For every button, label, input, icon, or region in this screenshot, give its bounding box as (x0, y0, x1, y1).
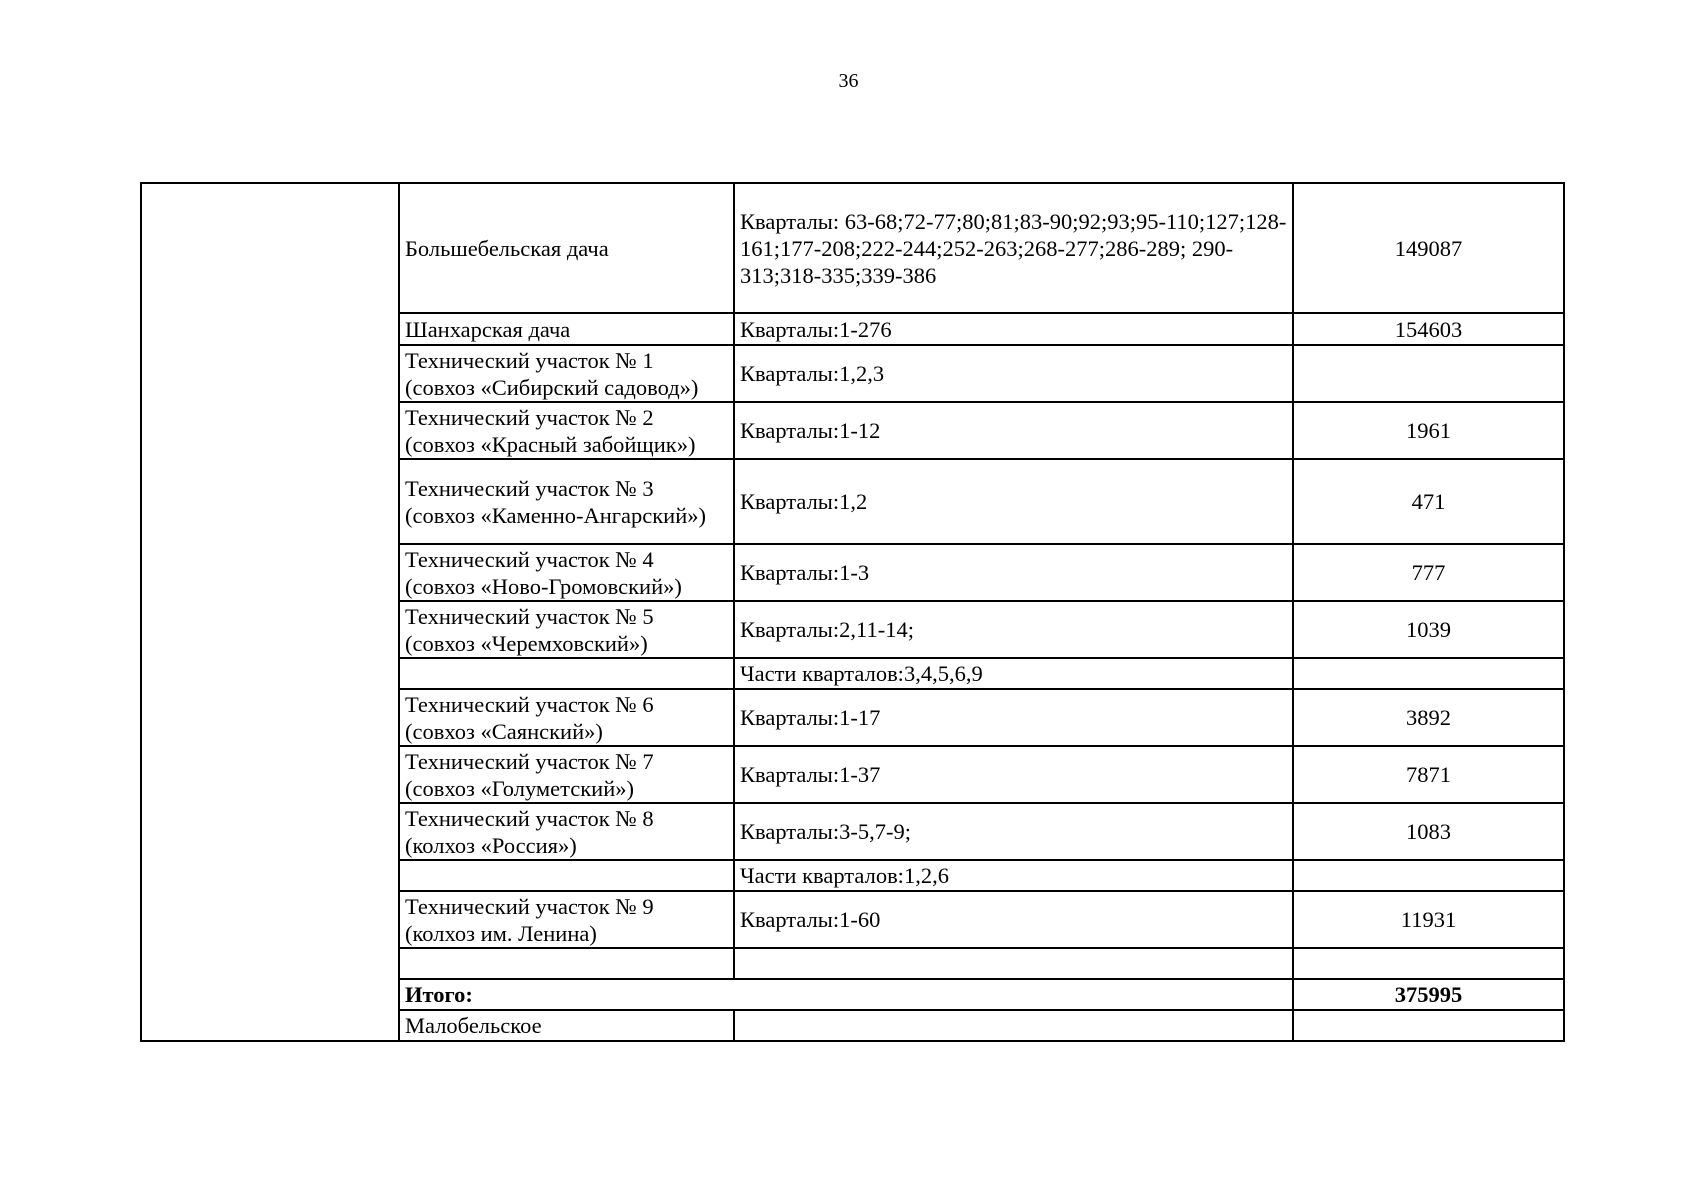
row-quarters: Кварталы:1-17 (734, 689, 1293, 746)
row-area: 1961 (1293, 402, 1564, 459)
total-label: Итого: (399, 979, 1293, 1010)
row-name: Технический участок № 2 (совхоз «Красный забойщик») (399, 402, 734, 459)
row-quarters: Кварталы:1,2 (734, 459, 1293, 544)
row-area: 149087 (1293, 183, 1564, 313)
row-name: Технический участок № 4 (совхоз «Ново-Громовский») (399, 544, 734, 601)
row-area (1293, 948, 1564, 979)
row-name: Большебельская дача (399, 183, 734, 313)
row-name: Технический участок № 5 (совхоз «Черемховский») (399, 601, 734, 658)
row-name (399, 860, 734, 891)
region-cell (141, 183, 399, 1041)
row-quarters: Кварталы:1-3 (734, 544, 1293, 601)
row-quarters: Кварталы:2,11-14; (734, 601, 1293, 658)
row-area: 1039 (1293, 601, 1564, 658)
row-quarters: Кварталы:3-5,7-9; (734, 803, 1293, 860)
row-quarters: Кварталы: 63-68;72-77;80;81;83-90;92;93;95-110;127;128-161;177-208;222-244;252-263;268-277;286-289; 290-313;318-335;339-386 (734, 183, 1293, 313)
row-area: 1083 (1293, 803, 1564, 860)
row-quarters: Кварталы:1,2,3 (734, 345, 1293, 402)
row-name: Технический участок № 6 (совхоз «Саянский») (399, 689, 734, 746)
row-area: 11931 (1293, 891, 1564, 948)
row-name: Технический участок № 3 (совхоз «Каменно-Ангарский») (399, 459, 734, 544)
row-name: Технический участок № 7 (совхоз «Голуметский») (399, 746, 734, 803)
row-name: Малобельское (399, 1010, 734, 1041)
row-quarters (734, 948, 1293, 979)
row-quarters: Кварталы:1-276 (734, 313, 1293, 345)
row-quarters: Кварталы:1-12 (734, 402, 1293, 459)
row-area: 7871 (1293, 746, 1564, 803)
row-area (1293, 345, 1564, 402)
row-area (1293, 860, 1564, 891)
row-name: Технический участок № 8 (колхоз «Россия») (399, 803, 734, 860)
row-quarters: Кварталы:1-60 (734, 891, 1293, 948)
row-area: 777 (1293, 544, 1564, 601)
forest-quarters-table (140, 182, 1565, 1042)
row-quarters: Части кварталов:1,2,6 (734, 860, 1293, 891)
row-quarters: Части кварталов:3,4,5,6,9 (734, 658, 1293, 689)
row-quarters (734, 1010, 1293, 1041)
row-name: Технический участок № 9 (колхоз им. Ленина) (399, 891, 734, 948)
row-quarters: Кварталы:1-37 (734, 746, 1293, 803)
page-number: 36 (838, 70, 859, 92)
total-value: 375995 (1293, 979, 1564, 1010)
row-area: 471 (1293, 459, 1564, 544)
table-row (141, 183, 1564, 313)
row-area: 154603 (1293, 313, 1564, 345)
row-area: 3892 (1293, 689, 1564, 746)
row-area (1293, 1010, 1564, 1041)
row-name: Технический участок № 1 (совхоз «Сибирский садовод») (399, 345, 734, 402)
row-name (399, 948, 734, 979)
row-name: Шанхарская дача (399, 313, 734, 345)
row-name (399, 658, 734, 689)
row-area (1293, 658, 1564, 689)
